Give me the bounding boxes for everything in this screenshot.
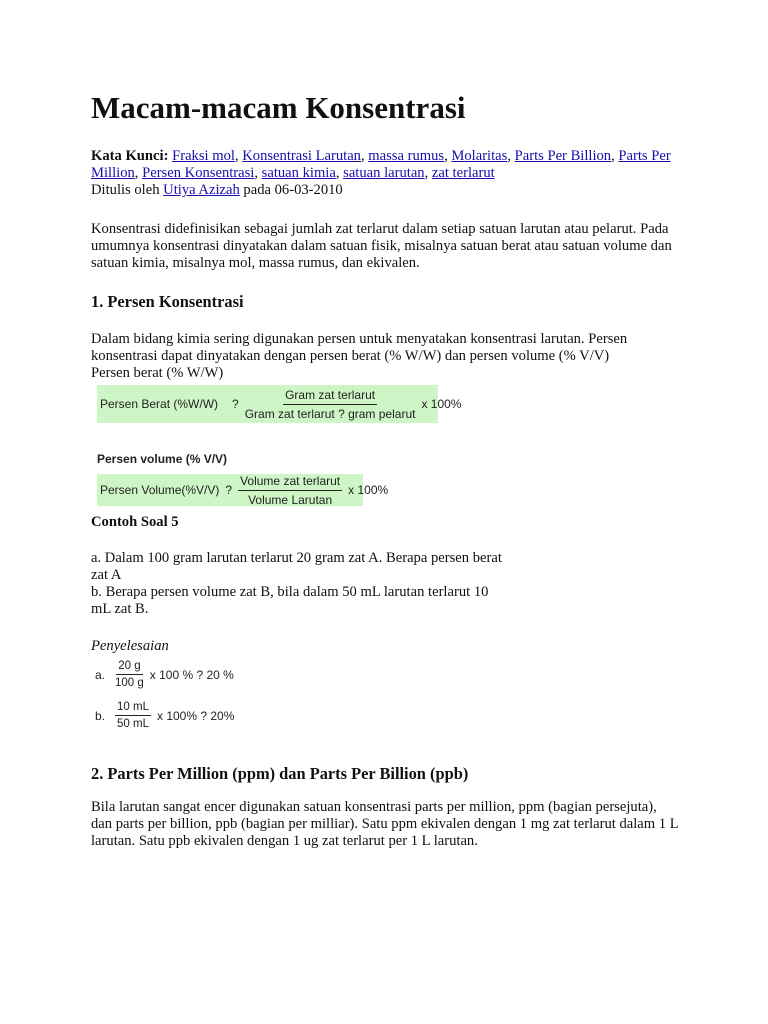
answer-label: b. (95, 708, 106, 723)
keyword-separator: , (254, 165, 262, 181)
answer-a (95, 660, 234, 689)
answer-result: x 100 % ? 20 % (149, 667, 234, 682)
formula-symbol: ? (225, 483, 233, 497)
solution-label: Penyelesaian (91, 638, 169, 654)
formula-denominator: Volume Larutan (248, 492, 333, 507)
answer-b (95, 701, 234, 730)
author-link[interactable]: Utiya Azizah (163, 182, 240, 198)
formula-fraction (238, 474, 342, 507)
keywords-line (91, 148, 681, 182)
keyword-link-parts-per-million[interactable]: Parts Per Million (91, 148, 671, 181)
keyword-link-satuan-kimia[interactable]: satuan kimia (261, 165, 336, 181)
question-b: b. Berapa persen volume zat B, bila dalam 50 mL larutan terlarut 10 mL zat B. (91, 584, 489, 617)
page-title: Macam-macam Konsentrasi (91, 90, 466, 125)
intro-paragraph: Konsentrasi didefinisikan sebagai jumlah zat terlarut dalam setiap satuan larutan atau pelarut. Pada umumnya konsentrasi dinyatakan dalam satuan fisik, misalnya satuan berat atau satuan volume dan satuan kimia, misalnya mol, massa rumus, dan ekivalen. (91, 221, 672, 271)
keyword-link-konsentrasi-larutan[interactable]: Konsentrasi Larutan (242, 148, 361, 164)
answer-numerator: 10 mL (115, 701, 151, 716)
example-heading: Contoh Soal 5 (91, 514, 179, 530)
section-1-subline: Persen berat (% W/W) (91, 365, 224, 381)
formula-multiplier: x 100% (421, 397, 462, 411)
answer-denominator: 100 g (115, 677, 144, 689)
author-date: pada 06-03-2010 (239, 182, 343, 198)
formula-denominator: Gram zat terlarut ? gram pelarut (244, 406, 416, 421)
keyword-separator: , (424, 165, 432, 181)
formula-fraction (245, 388, 416, 421)
section-1-heading: 1. Persen Konsentrasi (91, 292, 244, 311)
formula-persen-volume (97, 473, 389, 507)
formula-persen-berat (97, 385, 462, 423)
formula-multiplier: x 100% (348, 483, 389, 497)
persen-volume-label: Persen volume (% V/V) (97, 452, 228, 466)
keywords-label: Kata Kunci: (91, 148, 169, 164)
author-line (91, 182, 343, 199)
answer-numerator: 20 g (116, 660, 142, 675)
answer-fraction (115, 701, 151, 730)
keyword-link-satuan-larutan[interactable]: satuan larutan (343, 165, 425, 181)
keyword-separator: , (611, 148, 619, 164)
keyword-link-massa-rumus[interactable]: massa rumus (368, 148, 445, 164)
answer-fraction (115, 660, 144, 689)
answer-label: a. (95, 667, 106, 682)
keyword-link-parts-per-billion[interactable]: Parts Per Billion (514, 148, 612, 164)
answer-result: x 100% ? 20% (156, 708, 235, 723)
answer-denominator: 50 mL (117, 718, 149, 730)
formula-label: Persen Berat (%W/W) (100, 397, 219, 411)
keyword-separator: , (360, 148, 369, 164)
formula-numerator: Gram zat terlarut (283, 388, 377, 405)
section-1-paragraph: Dalam bidang kimia sering digunakan persen untuk menyatakan konsentrasi larutan. Persen konsentrasi dapat dinyatakan dengan persen berat (% W/W) dan persen volume (% V/V) (91, 331, 628, 364)
keyword-separator: , (234, 148, 243, 164)
keyword-link-molaritas[interactable]: Molaritas (451, 148, 508, 164)
keyword-separator: , (444, 148, 452, 164)
formula-symbol: ? (232, 397, 239, 411)
example-questions (91, 550, 511, 618)
author-prefix: Ditulis oleh (91, 182, 164, 198)
question-a: a. Dalam 100 gram larutan terlarut 20 gram zat A. Berapa persen berat zat A (91, 550, 502, 583)
keyword-separator: , (507, 148, 515, 164)
keyword-link-persen-konsentrasi[interactable]: Persen Konsentrasi (142, 165, 255, 181)
formula-label: Persen Volume(%V/V) (100, 483, 220, 497)
keyword-link-fraksi-mol[interactable]: Fraksi mol (172, 148, 235, 164)
section-2-paragraph: Bila larutan sangat encer digunakan satuan konsentrasi parts per million, ppm (bagian persejuta), dan parts per billion, ppb (bagian per milliar). Satu ppm ekivalen dengan 1 mg zat terlarut dalam 1 L larutan. Satu ppb ekivalen dengan 1 ug zat terlarut per 1 L larutan. (91, 799, 679, 849)
section-2-heading: 2. Parts Per Million (ppm) dan Parts Per Billion (ppb) (91, 764, 469, 783)
formula-numerator: Volume zat terlarut (238, 474, 342, 491)
keyword-separator: , (335, 165, 344, 181)
keyword-separator: , (134, 165, 143, 181)
keyword-link-zat-terlarut[interactable]: zat terlarut (431, 165, 495, 181)
